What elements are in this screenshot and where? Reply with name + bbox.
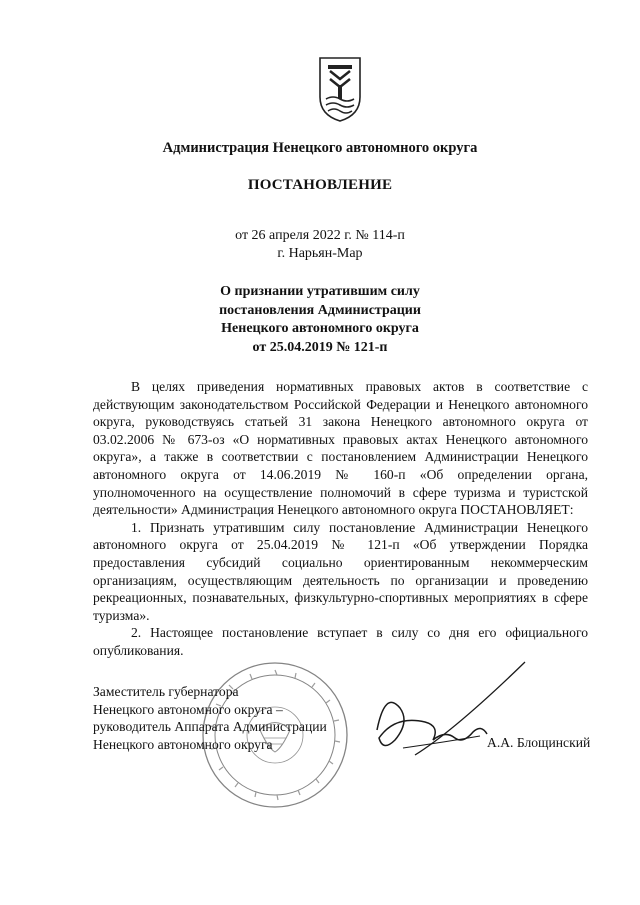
position-line: Заместитель губернатора <box>93 684 239 699</box>
title-line: О признании утратившим силу <box>220 284 420 299</box>
signature-position-block <box>93 683 353 753</box>
preamble-paragraph: В целях приведения нормативных правовых актов в соответствие с действующим законодательством Российской Федерации и Ненецкого автономного округа, руководствуясь статьей 31 закона Ненецкого автономного округа от 03.02.2006 № 673-оз «О нормативных правовых актах Ненецкого автономного округа», а также в соответствии с постановлением Администрации Ненецкого автономного округа от 14.06.2019 № 160-п «Об определении органа, уполномоченного на осуществление полномочий в сфере туризма и туристской деятельности» Администрация Ненецкого автономного округа ПОСТАНОВЛЯЕТ: <box>93 379 588 518</box>
title-line: Ненецкого автономного округа <box>221 321 419 336</box>
position-line: Ненецкого автономного округа <box>93 736 273 752</box>
item-paragraph: 2. Настоящее постановление вступает в силу со дня его официального опубликования. <box>93 625 588 658</box>
handwritten-signature-icon <box>355 660 530 770</box>
document-body <box>93 378 588 660</box>
coat-of-arms-icon <box>316 55 364 123</box>
document-title <box>0 283 640 357</box>
position-line: руководитель Аппарата Администрации <box>93 719 327 735</box>
document-type: ПОСТАНОВЛЕНИЕ <box>247 177 393 193</box>
document-date-number: от 26 апреля 2022 г. № 114-п <box>235 228 405 243</box>
title-line: постановления Администрации <box>219 302 421 318</box>
position-line: Ненецкого автономного округа – <box>93 701 283 717</box>
item-paragraph: 1. Признать утратившим силу постановление Администрации Ненецкого автономного округа от 25.04.2019 № 121-п «Об утверждении Порядка предоставления субсидий социально ориентированным некоммерческим организациям, осуществляющим деятельность по организации и проведению рекреационных, познавательных, физкультурно-спортивных мероприятиях в сфере туризма». <box>93 519 588 623</box>
organization-name: Администрация Ненецкого автономного округа <box>162 140 478 156</box>
title-line: от 25.04.2019 № 121-п <box>252 339 388 355</box>
document-city: г. Нарьян-Мар <box>277 246 363 261</box>
signer-name: А.А. Блощинский <box>487 735 591 750</box>
